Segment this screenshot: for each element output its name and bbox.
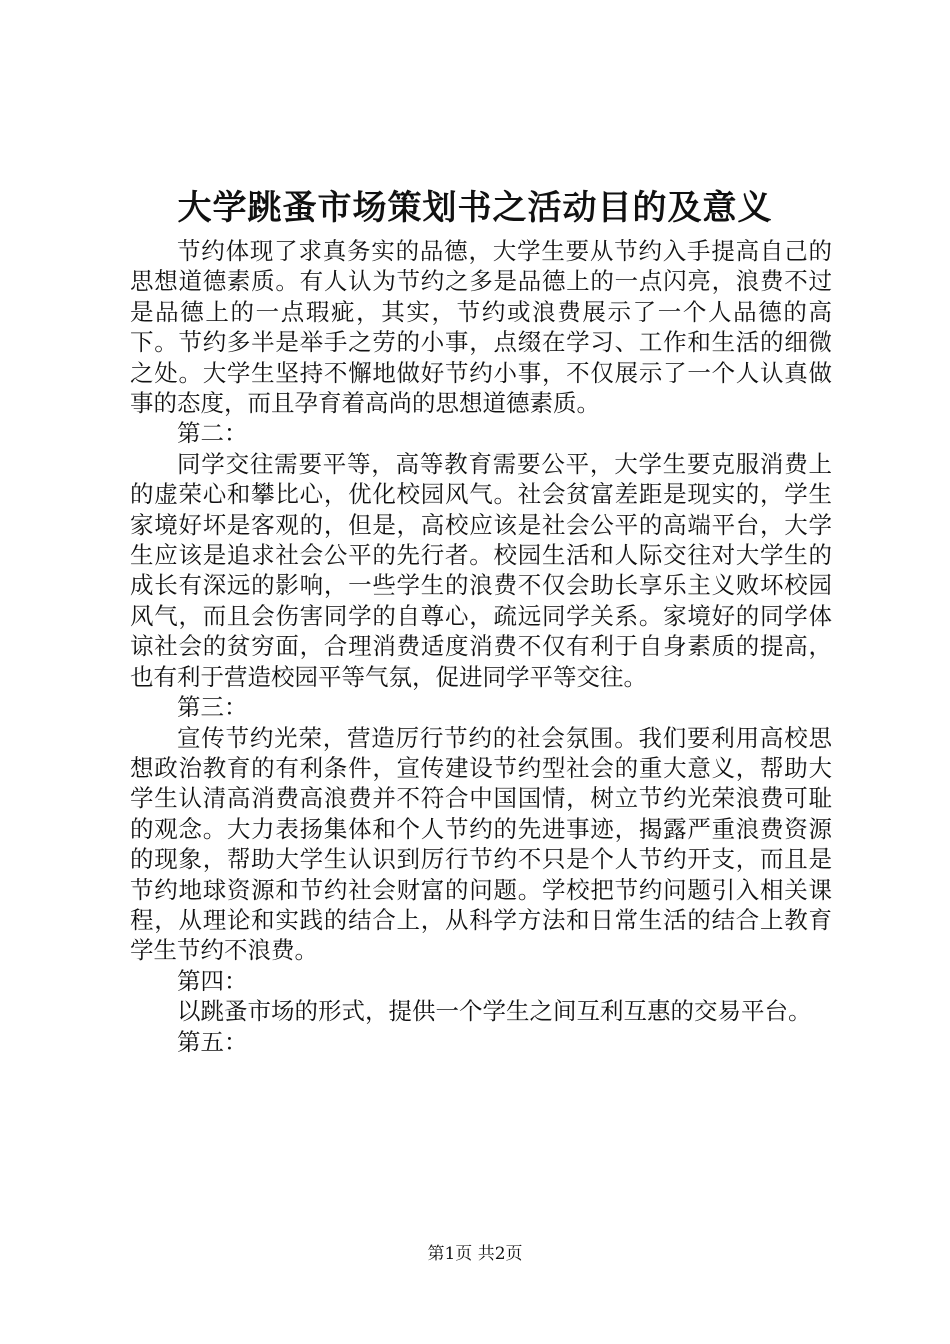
document-title: 大学跳蚤市场策划书之活动目的及意义	[177, 188, 773, 228]
heading-second: 第二：	[177, 419, 248, 448]
heading-third: 第三：	[177, 693, 248, 722]
document-body	[130, 236, 832, 1057]
paragraph-2: 同学交往需要平等，高等教育需要公平，大学生要克服消费上的虚荣心和攀比心，优化校园风气。社会贫富差距是现实的，学生家境好坏是客观的，但是，高校应该是社会公平的高端平台，大学生应该是追求社会公平的先行者。校园生活和人际交往对大学生的成长有深远的影响，一些学生的浪费不仅会助长享乐主义败坏校园风气，而且会伤害同学的自尊心，疏远同学关系。家境好的同学体谅社会的贫穷面，合理消费适度消费不仅有利于自身素质的提高，也有利于营造校园平等气氛，促进同学平等交往。	[130, 449, 832, 691]
paragraph-3: 宣传节约光荣，营造厉行节约的社会氛围。我们要利用高校思想政治教育的有利条件，宣传建设节约型社会的重大意义，帮助大学生认清高消费高浪费并不符合中国国情，树立节约光荣浪费可耻的观念。大力表扬集体和个人节约的先进事迹，揭露严重浪费资源的现象，帮助大学生认识到厉行节约不只是个人节约开支，而且是节约地球资源和节约社会财富的问题。学校把节约问题引入相关课程，从理论和实践的结合上，从科学方法和日常生活的结合上教育学生节约不浪费。	[130, 723, 832, 965]
page-footer: 第1页 共2页	[427, 1244, 523, 1264]
heading-fifth: 第五：	[177, 1027, 248, 1056]
paragraph-4: 以跳蚤市场的形式，提供一个学生之间互利互惠的交易平台。	[177, 997, 812, 1026]
heading-fourth: 第四：	[177, 966, 248, 995]
paragraph-1: 节约体现了求真务实的品德，大学生要从节约入手提高自己的思想道德素质。有人认为节约之多是品德上的一点闪亮，浪费不过是品德上的一点瑕疵，其实，节约或浪费展示了一个人品德的高下。节约多半是举手之劳的小事，点缀在学习、工作和生活的细微之处。大学生坚持不懈地做好节约小事，不仅展示了一个人认真做事的态度，而且孕育着高尚的思想道德素质。	[130, 237, 832, 418]
